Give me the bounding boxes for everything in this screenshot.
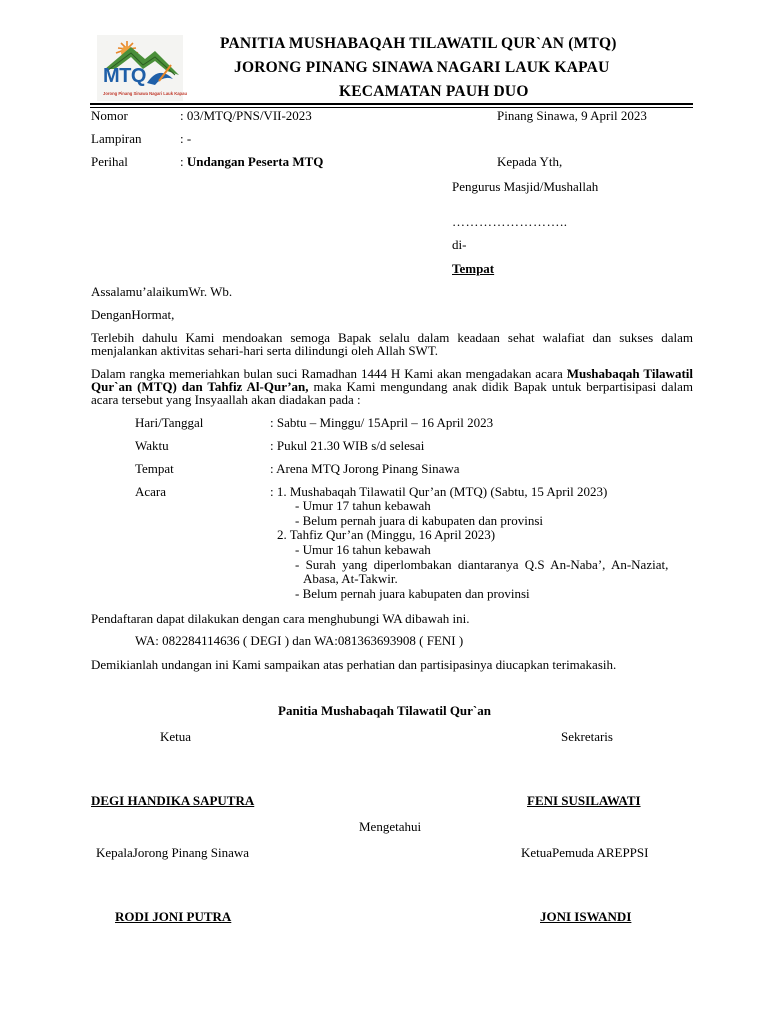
ketua-pemuda-name: JONI ISWANDI [540, 909, 632, 924]
recipient-tempat: Tempat [452, 261, 495, 276]
pendaftaran: Pendaftaran dapat dilakukan dengan cara menghubungi WA dibawah ini. [91, 611, 470, 626]
waktu-label: Waktu [135, 438, 169, 453]
nomor-value: : 03/MTQ/PNS/VII-2023 [180, 108, 312, 123]
waktu-value: : Pukul 21.30 WIB s/d selesai [270, 438, 425, 453]
letter-date: Pinang Sinawa, 9 April 2023 [497, 108, 647, 123]
hormat: DenganHormat, [91, 307, 175, 322]
kepada-yth: Kepada Yth, [497, 154, 563, 169]
sekretaris-name: FENI SUSILAWATI [527, 793, 641, 808]
paragraph-1: Terlebih dahulu Kami mendoakan semoga Bapak selalu dalam keadaan sehat walafiat dan sukses dalam menjalankan aktivitas sehari-hari serta dilindungi oleh Allah SWT. [91, 330, 693, 358]
paragraph-2-intro: Dalam rangka memeriahkan bulan suci Ramadhan 1444 H Kami akan mengadakan acara [91, 366, 567, 381]
letterhead-rule-thick [90, 103, 693, 105]
logo-caption: Jorong Pinang Sinawa Nagari Lauk Kapau [103, 91, 187, 96]
recipient-di: di- [452, 237, 467, 252]
tempat-value: : Arena MTQ Jorong Pinang Sinawa [270, 461, 460, 476]
logo-text: MTQ [103, 65, 146, 87]
acara-label: Acara [135, 484, 167, 499]
mengetahui: Mengetahui [359, 819, 422, 834]
recipient: Pengurus Masjid/Mushallah [452, 179, 599, 194]
kepala-jorong-name: RODI JONI PUTRA [115, 909, 232, 924]
wa-contacts: WA: 082284114636 ( DEGI ) dan WA:081363693908 ( FENI ) [135, 633, 464, 648]
letterhead-line-1: PANITIA MUSHABAQAH TILAWATIL QUR`AN (MTQ) [220, 35, 617, 52]
kepala-jorong-label: KepalaJorong Pinang Sinawa [96, 845, 250, 860]
paragraph-2 [91, 367, 693, 406]
paragraph-2-rest: maka Kami mengundang anak didik Bapak untuk berpartisipasi dalam acara tersebut yang Insyaallah akan diadakan pada : [91, 379, 693, 407]
recipient-dots: …………………….. [452, 214, 568, 229]
acara-item-2-b: - Surah yang diperlombakan diantaranya Q.S An-Naba’, An-Naziat, [295, 557, 669, 572]
tempat-label: Tempat [135, 461, 174, 476]
acara-item-2: 2. Tahfiz Qur’an (Minggu, 16 April 2023) [277, 527, 496, 542]
nomor-label: Nomor [91, 108, 128, 123]
ketua-pemuda-label: KetuaPemuda AREPPSI [521, 845, 649, 860]
acara-item-2-c: - Belum pernah juara kabupaten dan provinsi [295, 586, 530, 601]
mtq-logo [97, 35, 187, 101]
acara-item-2-b-cont: Abasa, At-Takwir. [303, 571, 398, 586]
perihal-text: Undangan Peserta MTQ [186, 154, 324, 169]
acara-item-1-b: - Belum pernah juara di kabupaten dan provinsi [295, 513, 544, 528]
paragraph-2-event: Mushabaqah Tilawatil Qur`an (MTQ) dan Tahfiz Al-Qur’an, [91, 366, 693, 394]
acara-item-1: : 1. Mushabaqah Tilawatil Qur’an (MTQ) (Sabtu, 15 April 2023) [270, 484, 608, 499]
ketua-label: Ketua [160, 729, 192, 744]
salam: Assalamu’alaikumWr. Wb. [91, 284, 233, 299]
hari-label: Hari/Tanggal [135, 415, 204, 430]
letterhead-line-2: JORONG PINANG SINAWA NAGARI LAUK KAPAU [234, 59, 610, 76]
closing: Demikianlah undangan ini Kami sampaikan atas perhatian dan partisipasinya diucapkan terimakasih. [91, 657, 617, 672]
letterhead-line-3: KECAMATAN PAUH DUO [339, 83, 529, 100]
panitia-title: Panitia Mushabaqah Tilawatil Qur`an [278, 703, 491, 718]
acara-item-1-a: - Umur 17 tahun kebawah [295, 498, 431, 513]
lampiran-label: Lampiran [91, 131, 142, 146]
lampiran-value: : - [180, 131, 192, 146]
ketua-name: DEGI HANDIKA SAPUTRA [91, 793, 255, 808]
hari-value: : Sabtu – Minggu/ 15April – 16 April 2023 [270, 415, 494, 430]
sekretaris-label: Sekretaris [561, 729, 613, 744]
perihal-value [180, 154, 323, 170]
perihal-colon: : [180, 154, 187, 169]
acara-item-2-a: - Umur 16 tahun kebawah [295, 542, 431, 557]
perihal-label: Perihal [91, 154, 128, 169]
